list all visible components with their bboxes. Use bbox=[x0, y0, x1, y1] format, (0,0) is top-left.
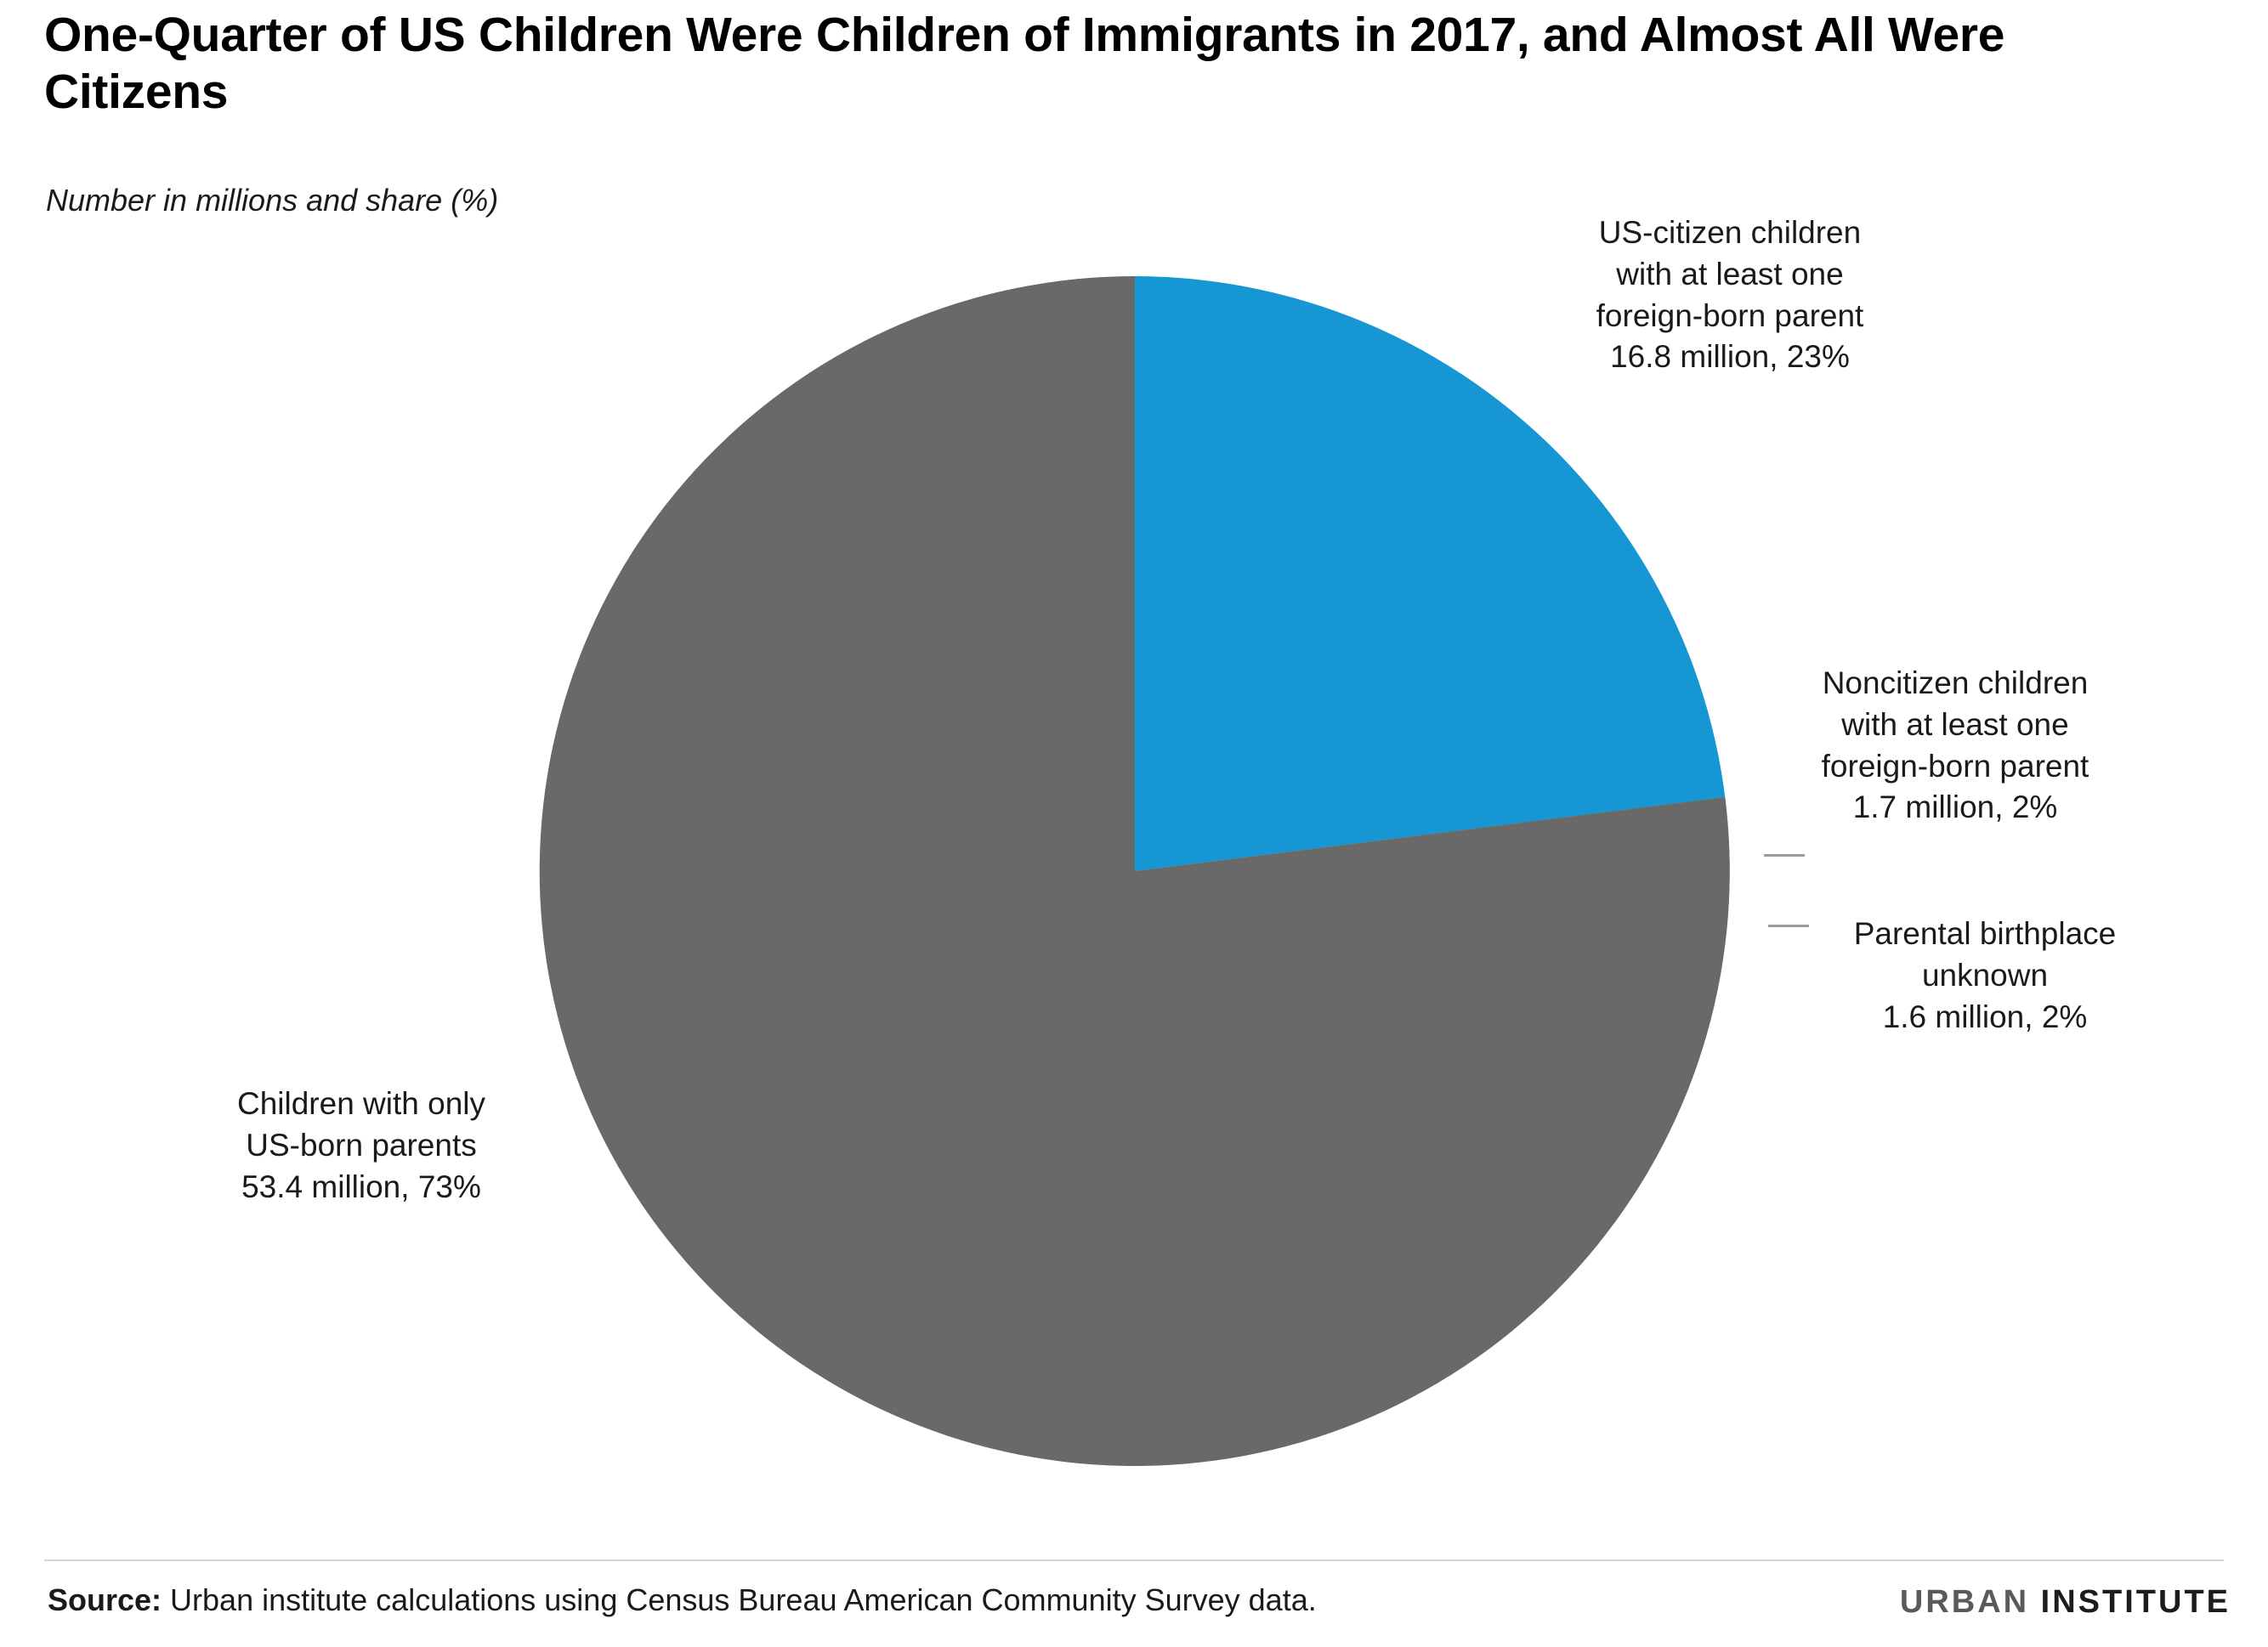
chart-subtitle: Number in millions and share (%) bbox=[46, 183, 499, 218]
slice-label-line: with at least one bbox=[1841, 706, 2069, 742]
slice-label-line: with at least one bbox=[1616, 256, 1844, 291]
source-text: Urban institute calculations using Census Bureau American Community Survey data. bbox=[162, 1582, 1317, 1617]
slice-label-line: US-born parents bbox=[246, 1127, 477, 1163]
slice-label-unknown bbox=[1802, 914, 2168, 1038]
slice-label-us-citizen bbox=[1530, 212, 1930, 378]
source-label: Source: bbox=[48, 1582, 162, 1617]
slice-label-us-born bbox=[170, 1084, 553, 1208]
slice-label-line: foreign-born parent bbox=[1596, 297, 1864, 333]
slice-label-value: 16.8 million, 23% bbox=[1610, 339, 1850, 375]
logo-word-institute: INSTITUTE bbox=[2040, 1584, 2231, 1620]
footer-divider bbox=[44, 1559, 2224, 1561]
urban-institute-logo bbox=[1900, 1584, 2231, 1621]
page-title: One-Quarter of US Children Were Children of Immigrants in 2017, and Almost All Were Citizens bbox=[44, 8, 2005, 120]
logo-word-urban: URBAN bbox=[1899, 1584, 2030, 1620]
pie-chart bbox=[527, 263, 1743, 1479]
slice-label-line: US-citizen children bbox=[1598, 215, 1862, 250]
source-note bbox=[48, 1582, 1317, 1618]
slice-label-line: foreign-born parent bbox=[1821, 748, 2089, 784]
slice-label-line: unknown bbox=[1921, 957, 2049, 993]
slice-label-line: Noncitizen children bbox=[1822, 665, 2089, 700]
slice-label-value: 1.6 million, 2% bbox=[1882, 999, 2088, 1034]
leader-line-unknown bbox=[1768, 925, 1809, 927]
slice-label-line: Children with only bbox=[236, 1086, 486, 1121]
slice-label-value: 53.4 million, 73% bbox=[241, 1169, 481, 1204]
chart-area bbox=[0, 212, 2268, 1504]
slice-label-value: 1.7 million, 2% bbox=[1852, 790, 2058, 825]
slice-label-noncitizen bbox=[1755, 663, 2155, 829]
leader-line-noncitizen bbox=[1764, 854, 1805, 857]
slice-label-line: Parental birthplace bbox=[1853, 916, 2117, 951]
pie-svg bbox=[527, 263, 1743, 1479]
